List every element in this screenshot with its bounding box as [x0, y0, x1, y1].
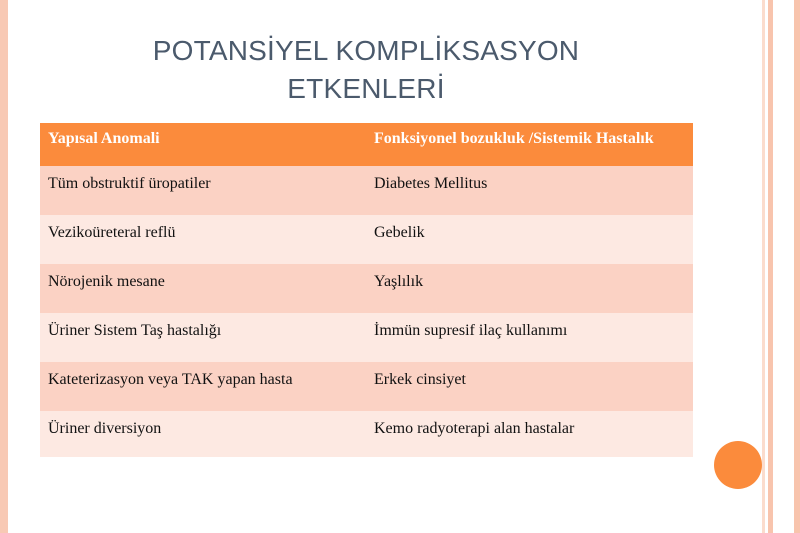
table-cell: Kemo radyoterapi alan hastalar: [366, 411, 693, 457]
table-cell: Yaşlılık: [366, 264, 693, 313]
complication-factors-table: [40, 123, 693, 457]
slide-title-line-1: POTANSİYEL KOMPLİKSASYON: [152, 35, 580, 66]
table-cell: İmmün supresif ilaç kullanımı: [366, 313, 693, 362]
table-row: [40, 166, 693, 215]
table-cell: Nörojenik mesane: [40, 264, 366, 313]
column-header-structural: Yapısal Anomali: [40, 123, 366, 166]
table-row: [40, 313, 693, 362]
table-cell: Tüm obstruktif üropatiler: [40, 166, 366, 215]
table-cell: Vezikoüreteral reflü: [40, 215, 366, 264]
slide-title-line-2: ETKENLERİ: [287, 73, 445, 104]
table-row: [40, 215, 693, 264]
table-cell: Üriner diversiyon: [40, 411, 366, 457]
table-cell: Üriner Sistem Taş hastalığı: [40, 313, 366, 362]
table-cell: Erkek cinsiyet: [366, 362, 693, 411]
table-cell: Diabetes Mellitus: [366, 166, 693, 215]
slide-title: [60, 32, 672, 108]
decorative-orange-circle: [714, 441, 762, 489]
table-row: [40, 411, 693, 457]
table-cell: Gebelik: [366, 215, 693, 264]
column-header-functional: Fonksiyonel bozukluk /Sistemik Hastalık: [366, 123, 693, 166]
table-header-row: [40, 123, 693, 166]
table-cell: Kateterizasyon veya TAK yapan hasta: [40, 362, 366, 411]
left-border-stripe: [0, 0, 8, 533]
right-border-stripes: [762, 0, 800, 533]
table-row: [40, 264, 693, 313]
table-row: [40, 362, 693, 411]
